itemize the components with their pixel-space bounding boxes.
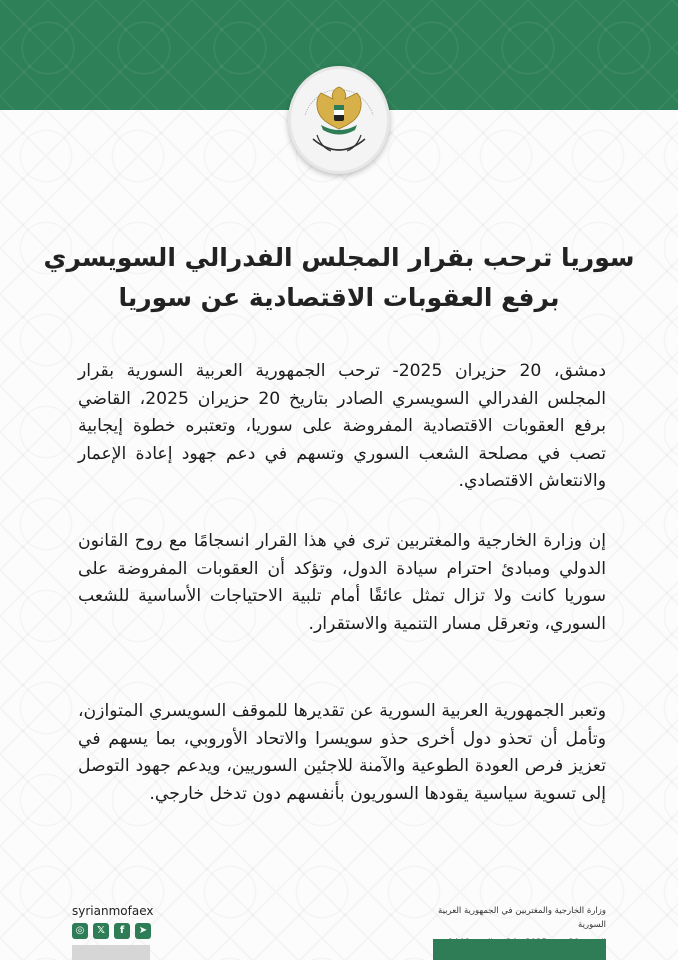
- telegram-icon[interactable]: ➤: [135, 923, 151, 939]
- facebook-icon[interactable]: f: [114, 923, 130, 939]
- title-line-1: سوريا ترحب بقرار المجلس الفدرالي السويسري: [43, 243, 635, 272]
- ministry-emblem: [288, 66, 390, 174]
- footer-gray-bar: [72, 945, 150, 960]
- title-line-2: برفع العقوبات الاقتصادية عن سوريا: [118, 283, 560, 312]
- social-links: [72, 923, 152, 939]
- footer-green-bar: [433, 939, 606, 960]
- eagle-emblem-icon: [291, 69, 387, 171]
- social-handle: syrianmofaex: [72, 904, 154, 918]
- page-title: [40, 238, 638, 318]
- paragraph-1: دمشق، 20 حزيران 2025- ترحب الجمهورية العربية السورية بقرار المجلس الفدرالي السويسري الصادر بتاريخ 20 حزيران 2025، القاضي برفع العقوبات الاقتصادية المفروضة على سوريا، وتعتبره خطوة إيجابية تصب في مصلحة الشعب السوري وتسهم في دعم جهود إعادة الإعمار والانتعاش الاقتصادي.: [78, 361, 606, 491]
- footer-ministry: وزارة الخارجية والمغتربين في الجمهورية العربية السورية: [438, 906, 606, 930]
- paragraph-3: وتعبر الجمهورية العربية السورية عن تقديرها للموقف السويسري المتوازن، وتأمل أن تحذو دول أخرى حذو سويسرا والاتحاد الأوروبي، بما يسهم في تعزيز فرص العودة الطوعية والآمنة للاجئين السوريين، ويدعم جهود التوصل إلى تسوية سياسية يقودها السوريون بأنفسهم دون تدخل خارجي.: [78, 701, 606, 804]
- social-footer: [72, 903, 152, 939]
- x-icon[interactable]: 𝕏: [93, 923, 109, 939]
- instagram-icon[interactable]: ◎: [72, 923, 88, 939]
- paragraph-2: إن وزارة الخارجية والمغتربين ترى في هذا القرار انسجامًا مع روح القانون الدولي ومبادئ احترام سيادة الدول، وتؤكد أن العقوبات المفروضة على سوريا كانت ولا تزال تمثل عائقًا أمام تلبية الاحتياجات الأساسية للشعب السوري، وتعرقل مسار التنمية والاستقرار.: [78, 531, 606, 634]
